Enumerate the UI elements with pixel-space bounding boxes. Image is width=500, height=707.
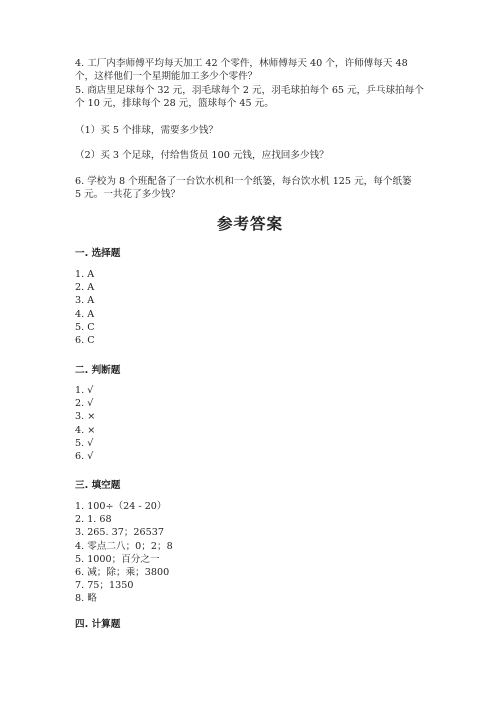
list-item: 4. 零点二八；0；2；8 [75,540,173,552]
problem-6-line-2: 5 元。一共花了多少钱？ [75,188,181,200]
problem-5-line-2: 个 10 元，排球每个 28 元，篮球每个 45 元。 [75,97,274,109]
list-item: 5. √ [75,437,94,449]
judge-answer-list [75,384,95,463]
list-item: 1. 100÷（24 - 20） [75,501,167,512]
list-item: 7. 75；1350 [75,580,134,592]
problem-5 [75,85,427,110]
problem-5-line-1: 5. 商店里足球每个 32 元，羽毛球每个 2 元，羽毛球拍每个 65 元，乒乓球拍每个 [75,85,424,96]
list-item: 8. 略 [75,593,97,605]
list-item: 2. A [75,282,95,294]
problem-6-line-1: 6. 学校为 8 个班配备了一台饮水机和一个纸篓，每台饮水机 125 元，每个纸篓 [75,176,412,187]
fill-answer-list [75,500,173,606]
problem-5-sub-1 [75,125,427,138]
list-item: 5. C [75,321,95,333]
problem-4 [75,58,427,83]
list-item: 4. × [75,424,96,436]
list-item: 1. √ [75,385,94,396]
answer-key-title: 参考答案 [216,214,283,233]
problem-4-line-2: 个，这样他们一个星期能加工多少个零件？ [75,70,258,82]
list-item: 3. 265. 37；26537 [75,527,164,539]
problem-5-sub-2-text: （2）买 3 个足球，付给售货员 100 元钱，应找回多少钱？ [75,150,329,161]
problem-5-sub-1-text: （1）买 5 个排球，需要多少钱？ [75,125,219,136]
list-item: 2. 1. 68 [75,514,112,526]
problem-6 [75,176,427,201]
list-item: 2. √ [75,398,94,410]
list-item: 1. A [75,269,95,280]
problem-4-line-1: 4. 工厂内李师傅平均每天加工 42 个零件，林师傅每天 40 个，许师傅每天 48 [75,58,408,69]
list-item: 6. 减；除；乘；3800 [75,567,170,579]
problem-5-sub-2 [75,150,427,163]
list-item: 4. A [75,308,95,320]
choice-answer-list [75,268,95,347]
list-item: 3. × [75,411,96,423]
list-item: 5. 1000；百分之一 [75,553,160,565]
section-fill-heading: 三. 填空题 [75,480,121,491]
section-judge-heading: 二. 判断题 [75,365,121,376]
list-item: 6. C [75,335,95,347]
section-calc-heading: 四. 计算题 [75,619,121,630]
list-item: 3. A [75,295,95,307]
list-item: 6. √ [75,451,94,463]
section-choice-heading: 一. 选择题 [75,248,121,259]
